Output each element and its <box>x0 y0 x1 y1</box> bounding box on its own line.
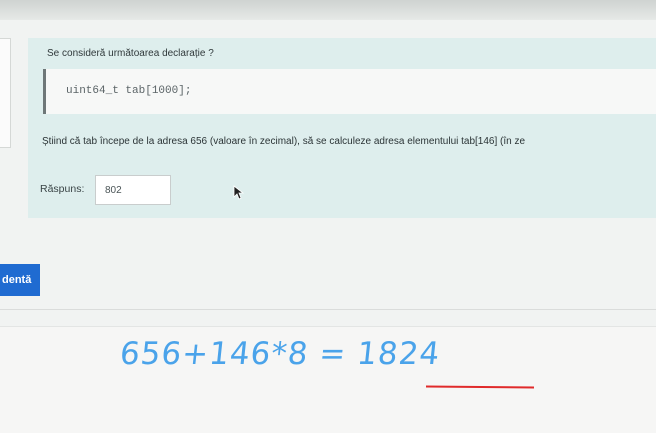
answer-input[interactable] <box>95 175 171 205</box>
mouse-cursor-icon <box>233 185 245 201</box>
answer-label: Răspuns: <box>40 183 85 195</box>
question-text: Știind că tab începe de la adresa 656 (valoare în zecimal), să se calculeze adresa elementului tab[146] (în ze <box>42 136 526 147</box>
next-button[interactable]: dentă <box>0 264 40 296</box>
side-panel <box>0 38 11 148</box>
question-intro: Se consideră următoarea declarație ? <box>47 48 214 59</box>
top-bar <box>0 0 656 20</box>
divider <box>0 309 656 310</box>
code-block <box>43 69 656 114</box>
handwritten-calculation: 656+146*8 = 1824 <box>118 336 443 372</box>
code-declaration: uint64_t tab[1000]; <box>66 85 192 97</box>
